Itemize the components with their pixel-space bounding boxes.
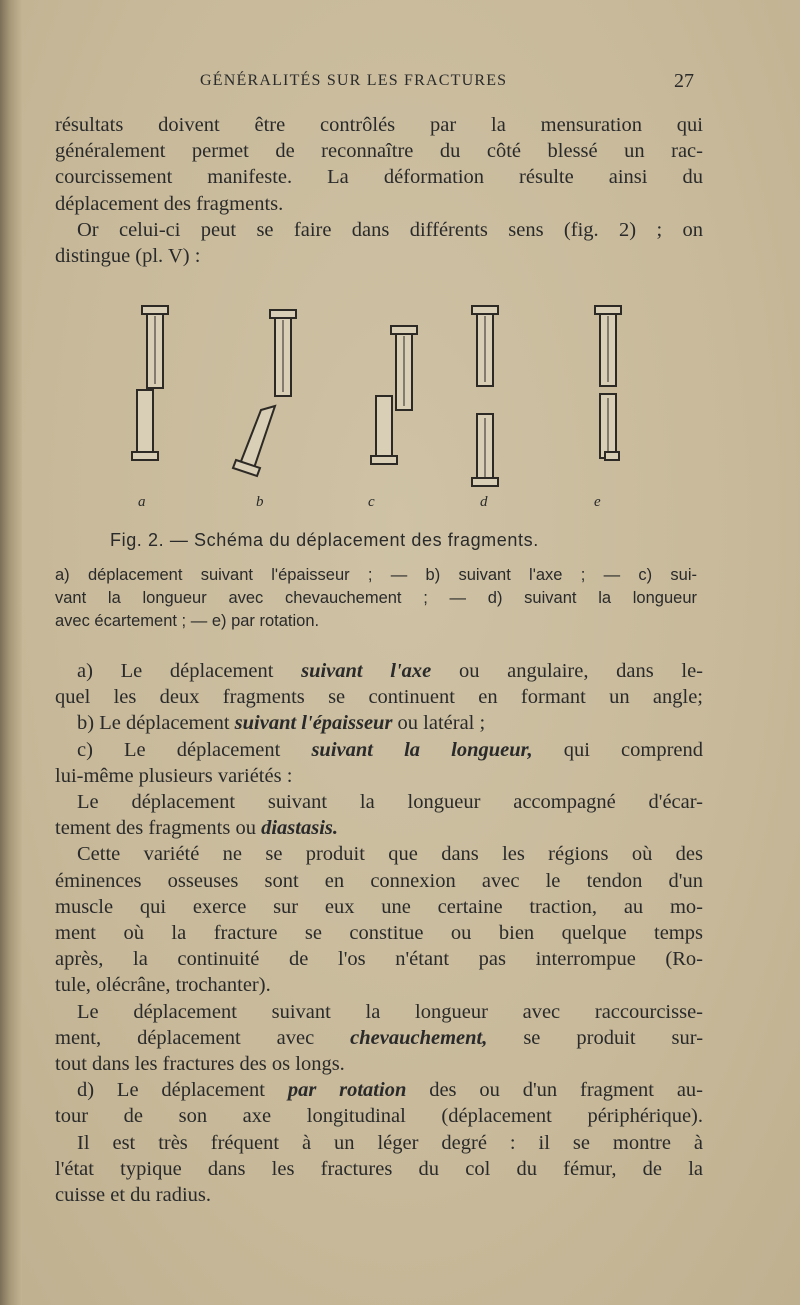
text-line: Cette variété ne se produit que dans les régions où des — [77, 843, 703, 866]
text-line: l'état typique dans les fractures du col du fémur, de la — [55, 1157, 703, 1180]
text-line: tout dans les fractures des os longs. — [55, 1053, 345, 1076]
text-run: se produit sur- — [523, 1026, 704, 1049]
text-line: Le déplacement suivant la longueur accompagné d'écar- — [77, 791, 703, 814]
text-run: b) Le déplacement — [77, 712, 230, 735]
text-line — [55, 710, 703, 736]
text-run: qui comprend — [563, 738, 703, 761]
text-run: ou latéral ; — [397, 712, 486, 735]
caption-line: vant la longueur avec chevauchement ; — d) suivant la longueur — [55, 589, 697, 607]
text-line — [55, 737, 703, 763]
figure-caption-body — [55, 564, 697, 633]
text-line: distingue (pl. V) : — [55, 245, 201, 268]
emphasis-run: suivant l'épaisseur — [234, 712, 393, 735]
text-line: éminences osseuses sont en connexion avec le tendon d'un — [55, 869, 703, 892]
emphasis-run: suivant l'axe — [301, 660, 432, 682]
text-line: déplacement des fragments. — [55, 192, 284, 215]
text-line: muscle qui exerce sur eux une certaine traction, au mo- — [55, 895, 703, 918]
caption-line: avec écartement ; — e) par rotation. — [55, 612, 320, 630]
emphasis-run: diastasis. — [261, 817, 338, 840]
figure-b-fragments — [233, 310, 296, 476]
figure-label-c: c — [368, 494, 375, 510]
text-line: après, la continuité de l'os n'étant pas interrompue (Ro- — [55, 948, 703, 971]
running-head: GÉNÉRALITÉS SUR LES FRACTURES — [200, 72, 508, 89]
body-text — [55, 658, 703, 1208]
text-line: lui-même plusieurs variétés : — [55, 764, 293, 787]
text-run: d) Le déplacement — [77, 1079, 265, 1102]
figure-caption-title: Fig. 2. — Schéma du déplacement des fragments. — [110, 530, 539, 550]
text-line: tule, olécrâne, trochanter). — [55, 974, 271, 997]
caption-line: a) déplacement suivant l'épaisseur ; — b) suivant l'axe ; — c) sui- — [55, 566, 697, 584]
figure-label-e: e — [594, 494, 601, 510]
text-run: ment, déplacement avec — [55, 1026, 315, 1049]
figure-a-fragments — [132, 306, 168, 460]
page-number: 27 — [674, 70, 694, 92]
figure-label-d: d — [480, 494, 488, 510]
text-run: des ou d'un fragment au- — [429, 1079, 704, 1102]
figure-c-fragments — [371, 326, 417, 464]
figure-label-a: a — [138, 494, 146, 510]
fracture-displacement-figure — [120, 300, 660, 510]
text-run: ou angulaire, dans le- — [458, 660, 703, 682]
figure-label-b: b — [256, 494, 264, 510]
text-line: Or celui-ci peut se faire dans différents sens (fig. 2) ; on — [77, 218, 703, 241]
text-line: résultats doivent être contrôlés par la mensuration qui — [55, 114, 703, 136]
intro-paragraph — [55, 112, 703, 269]
text-line: tour de son axe longitudinal (déplacement périphérique). — [55, 1105, 703, 1128]
text-run: tement des fragments ou — [55, 817, 256, 840]
text-line — [55, 1077, 703, 1103]
emphasis-run: suivant la longueur, — [311, 738, 533, 761]
book-spine-shadow — [0, 0, 22, 1305]
text-line — [55, 815, 703, 841]
text-run: a) Le déplacement — [77, 660, 274, 682]
text-line: courcissement manifeste. La déformation résulte ainsi du — [55, 166, 703, 189]
text-line: Il est très fréquent à un léger degré : il se montre à — [77, 1131, 703, 1154]
text-run: c) Le déplacement — [77, 738, 281, 761]
text-line — [55, 658, 703, 684]
text-line — [55, 1025, 703, 1051]
text-line: Le déplacement suivant la longueur avec raccourcisse- — [77, 1000, 703, 1023]
text-line: généralement permet de reconnaître du côté blessé un rac- — [55, 140, 703, 163]
emphasis-run: chevauchement, — [350, 1026, 488, 1049]
text-line: quel les deux fragments se continuent en formant un angle; — [55, 686, 703, 709]
emphasis-run: par rotation — [287, 1079, 407, 1102]
text-line: ment où la fracture se constitue ou bien quelque temps — [55, 922, 703, 945]
text-line: cuisse et du radius. — [55, 1184, 211, 1207]
